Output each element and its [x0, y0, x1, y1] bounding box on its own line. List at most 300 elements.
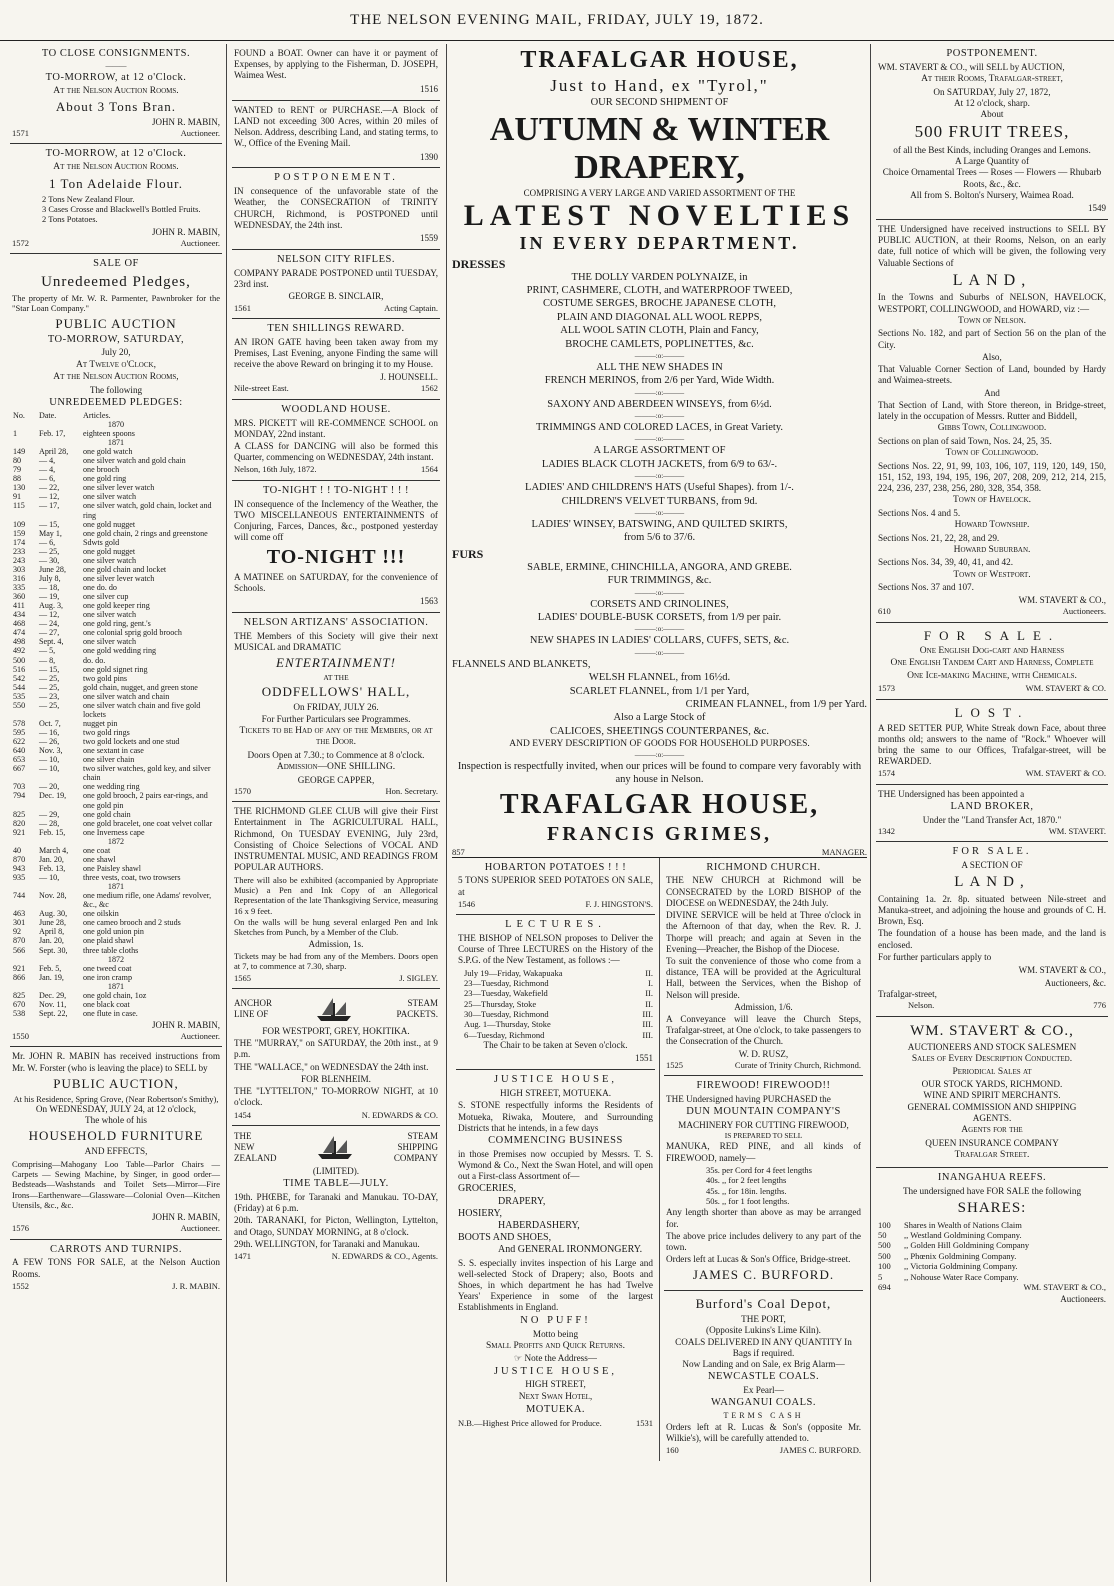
table-row: [12, 574, 220, 583]
pledge-date: Jan. 19,: [39, 972, 64, 982]
ad-role: MANAGER.: [821, 846, 867, 857]
list-item: [878, 1240, 1106, 1250]
drapery-headline: AUTUMN & WINTER DRAPERY,: [489, 110, 830, 186]
ad-body: IN consequence of the Inclemency of the Weather, the TWO MISCELLANEOUS ENTERTAINMENTS of Conjuring, Farces, Dances, &c., postponed yesterday will come off: [234, 498, 438, 543]
table-row: [12, 846, 220, 855]
table-row: [12, 837, 220, 846]
drapery-line: CALICOES, SHEETINGS COUNTERPANES, &c.: [550, 725, 769, 737]
pledge-article: one silver lever watch: [83, 573, 155, 583]
column-rule: [226, 44, 227, 1582]
table-row: [12, 791, 220, 809]
ad-heading: POSTPONEMENT.: [946, 48, 1038, 59]
table-row: [12, 547, 220, 556]
drapery-line: BROCHE CAMLETS, POPLINETTES, &c.: [565, 338, 754, 350]
pledges-table: [12, 411, 220, 1018]
pledge-article: one gold chain: [83, 809, 131, 819]
ad-number: 1471: [234, 1250, 251, 1261]
pledge-article: one gold ring, gent.'s: [83, 619, 151, 629]
ad-body: THE Undersigned having PURCHASED the: [666, 1094, 831, 1105]
table-row: [12, 955, 220, 964]
ad-when: On WEDNESDAY, JULY 24, at 12 o'clock,: [35, 1104, 197, 1115]
ad-when: TO-MORROW, at 12 o'Clock.: [45, 148, 187, 160]
ad-body: The foundation of a house has been made, and the land is enclosed.: [878, 928, 1106, 950]
ad-lectures: [456, 915, 655, 1070]
ad-title: HOUSEHOLD FURNITURE: [28, 1128, 204, 1144]
pledge-date: June 28,: [39, 918, 66, 928]
table-row: [12, 737, 220, 746]
pledge-article: one silver watch: [83, 637, 137, 647]
ad-hobarton: [456, 858, 655, 916]
col-header: No.: [13, 410, 25, 420]
pledge-number: 115: [13, 501, 25, 511]
ad-number: 1546: [458, 898, 475, 909]
column-rule: [446, 44, 447, 1582]
ad-tonight: [232, 481, 440, 613]
ad-public: PUBLIC AUCTION: [55, 315, 177, 331]
ad-heading: FIREWOOD! FIREWOOD!!: [696, 1080, 831, 1092]
steamship-icon: [315, 1132, 355, 1162]
ad-signer: JOHN R. MABIN,: [151, 1020, 220, 1031]
list-item: [464, 1030, 653, 1040]
ad-body: THE NEW CHURCH at Richmond will be CONSECRATED by the LORD BISHOP of the DIOCESE on WEDNESDAY, the 24th July.: [666, 875, 861, 908]
pledge-date: July 8,: [39, 573, 61, 583]
share-count: 50: [878, 1230, 887, 1241]
drapery-line: FRENCH MERINOS, from 2/6 per Yard, Wide Width.: [544, 375, 775, 387]
ad-role: Auctioneers.: [1062, 606, 1106, 617]
ad-item: 1 Ton Adelaide Flour.: [49, 175, 183, 191]
pledge-article: one gold union pin: [83, 927, 144, 937]
pledge-date: — 25,: [39, 546, 60, 556]
ad-body: THE Members of this Society will give their next MUSICAL and DRAMATIC: [234, 631, 438, 653]
share-company: ,, Phœnix Goldmining Company.: [904, 1250, 1017, 1261]
ad-section-land: [876, 842, 1108, 1016]
ad-body: WINE AND SPIRIT MERCHANTS.: [923, 1090, 1061, 1101]
pledge-date: — 15,: [39, 519, 60, 529]
pledge-number: 794: [13, 791, 26, 801]
ad-role: Auctioneer.: [180, 237, 220, 248]
ad-text: NEW: [234, 1141, 255, 1152]
pledge-number: 1: [13, 428, 18, 438]
ad-where: At his Residence, Spring Grove, (Near Robertson's Smithy),: [13, 1093, 219, 1104]
drapery-line: Also a Large Stock of: [613, 712, 706, 724]
ad-date: July 20,: [101, 347, 131, 358]
ad-body: MOTUEKA.: [525, 1404, 586, 1416]
pledge-date: Dec. 29,: [39, 990, 67, 1000]
list-item: [464, 988, 653, 998]
ad-heading: TO CLOSE CONSIGNMENTS.: [41, 48, 191, 59]
pledge-date: — 4,: [39, 465, 56, 475]
ad-body: Tickets to be Had of any of the Members, or at the Door.: [239, 725, 433, 748]
drapery-line: THE DOLLY VARDEN POLYNAIZE, in: [571, 271, 748, 283]
table-row: [12, 973, 220, 982]
ad-heading: RICHMOND CHURCH.: [706, 861, 821, 873]
drapery-line: CRIMEAN FLANNEL, from 1/9 per Yard.: [685, 698, 867, 710]
drapery-line: from 5/6 to 37/6.: [623, 532, 696, 544]
divider: ———:o:———: [634, 472, 685, 481]
pledge-number: 825: [13, 990, 26, 1000]
list-item: 45s. ,, for 18in. lengths.: [706, 1185, 787, 1196]
pledge-article: nugget pin: [83, 718, 118, 728]
ad-sailing: THE "WALLACE," on WEDNESDAY the 24th inst.: [234, 1061, 429, 1072]
lecture-number: I.: [648, 978, 653, 989]
pledge-number: 820: [13, 818, 26, 828]
ad-place: Nile-street East.: [234, 383, 289, 394]
ad-body: Orders left at Lucas & Son's Office, Bridge-street.: [666, 1254, 851, 1265]
ad-line: 2 Tons Potatoes.: [42, 214, 98, 225]
ad-sailing: 19th. PHŒBE, for Taranaki and Manukau. TO-DAY, (Friday) at 6 p.m.: [234, 1191, 438, 1214]
ad-where: At the Nelson Auction Rooms,: [53, 372, 179, 383]
ad-body: Any length shorter than above as may be arranged for.: [666, 1207, 861, 1229]
ad-time: At Twelve o'Clock,: [76, 359, 156, 370]
ad-anchor-line: [232, 989, 440, 1126]
table-row: [12, 447, 220, 456]
ad-text: COMPANY: [393, 1152, 438, 1163]
ad-heading: TO-NIGHT ! ! TO-NIGHT ! ! !: [262, 484, 410, 496]
ad-household-furniture: [10, 1047, 222, 1239]
table-row: [12, 592, 220, 601]
drapery-line: PRINT, CASHMERE, CLOTH, and WATERPROOF TWEED,: [526, 285, 793, 297]
pledge-date: — 4,: [39, 456, 56, 466]
ad-signer: WM. STAVERT & CO.,: [1018, 595, 1106, 606]
pledge-number: 825: [13, 809, 26, 819]
pledge-article: one silver watch: [83, 555, 137, 565]
ad-body: THE Undersigned has been appointed a: [878, 788, 1025, 799]
table-row: [12, 674, 220, 683]
pledge-date: — 28,: [39, 818, 60, 828]
pledge-number: 130: [13, 483, 26, 493]
ad-signer: WM. STAVERT & CO.: [1025, 768, 1106, 779]
ad-heading: NELSON ARTIZANS' ASSOCIATION.: [243, 617, 429, 629]
pledge-number: 303: [13, 564, 26, 574]
ad-text: ZEALAND: [234, 1152, 277, 1163]
pledge-date: March 4,: [39, 845, 69, 855]
pledge-number: 866: [13, 972, 26, 982]
pledge-article: one silver watch: [83, 492, 137, 502]
ad-nz-steam: [232, 1126, 440, 1266]
ad-sailing: 29th. WELLINGTON, for Taranaki and Manukau.: [234, 1238, 420, 1249]
ad-number: 1574: [878, 768, 895, 779]
drapery-line: NEW SHAPES IN LADIES' COLLARS, CUFFS, SETS, &c.: [529, 635, 790, 647]
ad-body: N.B.—Highest Price allowed for Produce.: [458, 1417, 602, 1428]
ad-stavert-co: [876, 1017, 1108, 1169]
ad-number: 1573: [878, 683, 895, 694]
divider: ———:o:———: [634, 351, 685, 360]
ad-route: FOR WESTPORT, GREY, HOKITIKA.: [262, 1026, 410, 1037]
pledge-number: 566: [13, 945, 26, 955]
ad-body: of all the Best Kinds, including Oranges and Lemons.: [893, 144, 1091, 155]
pledge-date: — 23,: [39, 691, 60, 701]
list-item: [464, 1019, 653, 1029]
ad-carrots-turnips: [10, 1240, 222, 1297]
ad-role: Curate of Trinity Church, Richmond.: [734, 1059, 861, 1070]
list-item: BOOTS AND SHOES,: [458, 1232, 552, 1244]
pledge-article: two gold pins: [83, 673, 128, 683]
list-item: 35s. per Cord for 4 feet lengths: [706, 1164, 812, 1175]
pledge-date: Oct. 7,: [39, 718, 61, 728]
ad-body: IN consequence of the unfavorable state of the Weather, the CONSECRATION of TRINITY CHURCH, Richmond, is POSTPONED until WEDNESDAY, the 24th inst.: [234, 186, 438, 230]
divider: ———:o:———: [634, 625, 685, 634]
pledge-number: 622: [13, 737, 26, 747]
pledge-article: one sextant in case: [83, 746, 144, 756]
ad-role: Auctioneer.: [180, 1223, 220, 1234]
pledge-date: Aug. 3,: [39, 601, 64, 611]
ad-signer: GEORGE B. SINCLAIR,: [288, 291, 384, 302]
ad-signer: J. SIGLEY.: [399, 972, 438, 983]
ad-whole: The whole of his: [84, 1115, 147, 1126]
ad-body: (Opposite Lukins's Lime Kiln).: [706, 1325, 821, 1336]
ad-body: FOUND a BOAT. Owner can have it or payment of Expenses, by applying to the Fisherman, D. JOSEPH, Waimea West.: [234, 48, 438, 81]
table-row: [12, 646, 220, 655]
pledge-date: — 15,: [39, 664, 60, 674]
pledge-number: 703: [13, 782, 26, 792]
ad-body: Agents for the: [961, 1125, 1023, 1136]
year-cell: 1872: [107, 836, 125, 846]
pledge-number: 301: [13, 918, 26, 928]
pledge-article: one gold chain, 2 rings and greenstone: [83, 528, 208, 538]
pledge-article: one gold bracelet, one coat velvet collar: [83, 818, 213, 828]
drapery-line: Inspection is respectfully invited, when our prices will be found to compare very favorably with any house in Nelson.: [457, 761, 862, 785]
ad-number: 857: [452, 846, 465, 857]
list-item: [878, 1251, 1106, 1261]
ad-signer: F. J. HINGSTON'S.: [585, 898, 653, 909]
ad-body: There will also be exhibited (accompanied by Appropriate Music) a Pen and Ink Copy of an Allegorical Representation of the late Thanksgiving Service, measuring 16 x 9 feet.: [234, 874, 438, 916]
ad-body: Motto being: [532, 1328, 579, 1339]
ad-title: Burford's Coal Depot,: [695, 1296, 832, 1312]
ad-body: THE PORT,: [741, 1314, 786, 1325]
ad-admission: Admission—ONE SHILLING.: [276, 762, 396, 773]
ad-heading: TIME TABLE—JULY.: [283, 1178, 389, 1190]
pledge-date: — 5,: [39, 646, 56, 656]
pledge-number: 921: [13, 963, 26, 973]
drapery-line: OUR SECOND SHIPMENT OF: [590, 97, 729, 109]
ad-body: S. STONE respectfully informs the Residents of Motueka, Riwaka, Moutere, and Surrounding Districts that he intends, in a few days: [458, 1100, 653, 1133]
pledge-article: one gold wedding ring: [83, 646, 157, 656]
pledge-article: two silver watches, gold key, and silver chain: [83, 764, 211, 783]
pledge-article: one silver watch and chain: [83, 691, 170, 701]
ad-heading: JUSTICE HOUSE,: [493, 1074, 618, 1086]
price-list: [666, 1165, 861, 1206]
lecture-date: Aug. 1—Thursday, Stoke: [464, 1019, 551, 1030]
ad-heading: DUN MOUNTAIN COMPANY'S: [686, 1106, 841, 1118]
ad-body: A SECTION OF: [961, 860, 1023, 871]
list-item: DRAPERY,: [498, 1195, 546, 1207]
table-row: [12, 819, 220, 828]
col-header: Date.: [39, 410, 57, 420]
ad-firewood: [664, 1076, 863, 1291]
divider: ———:o:———: [634, 751, 685, 760]
ad-signer: J. HOUNSELL.: [380, 372, 438, 383]
ad-body: Periodical Sales at: [952, 1066, 1032, 1077]
pledge-date: — 6,: [39, 537, 56, 547]
pledge-article: one coat: [83, 845, 111, 855]
pledge-number: 468: [13, 619, 26, 629]
drapery-line: SCARLET FLANNEL, from 1/1 per Yard,: [569, 685, 750, 697]
pledge-date: — 26,: [39, 737, 60, 747]
ad-heading: FOR SALE.: [952, 846, 1032, 858]
ad-body: AN IRON GATE having been taken away from my Premises, Last Evening, anyone Finding the same will receive the above Reward on bringing it to my House.: [234, 336, 438, 370]
table-row: [12, 719, 220, 728]
pledge-article: three table cloths: [83, 945, 139, 955]
ad-number: 1342: [878, 826, 895, 837]
pledge-article: one gold nugget: [83, 546, 136, 556]
ad-title: SHARES:: [957, 1200, 1027, 1217]
ad-title: LAND,: [954, 874, 1030, 891]
ad-body: IS PREPARED TO SELL: [724, 1131, 803, 1141]
pledge-article: one Paisley shawl: [83, 863, 141, 873]
pledge-date: Feb. 15,: [39, 827, 66, 837]
table-row: [12, 1000, 220, 1009]
pledge-article: one plaid shawl: [83, 936, 134, 946]
drapery-line: TRIMMINGS AND COLORED LACES, in Great Variety.: [535, 422, 784, 434]
ad-number: 1531: [636, 1417, 653, 1428]
ad-at: AT THE: [323, 673, 349, 683]
pledge-article: one black coat: [83, 999, 130, 1009]
table-row: [12, 828, 220, 837]
ad-town: Howard Township.: [954, 520, 1030, 531]
table-row: [12, 855, 220, 864]
ad-heading: WANGANUI COALS.: [711, 1397, 816, 1409]
ad-number: 1562: [421, 383, 438, 394]
ad-body: DIVINE SERVICE will be held at Three o'clock in the Afternoon of that day, when the Rev. R. J. Thorpe will preach; and again at Seven in the Evening—Preacher, the Bishop of the Diocese.: [666, 910, 861, 954]
ad-body: One English Dog-cart and Harness: [919, 645, 1065, 656]
ad-body: One English Tandem Cart and Harness, Complete: [890, 658, 1094, 669]
ad-town: Town of Collingwood.: [945, 448, 1039, 458]
ad-for-sale: [876, 623, 1108, 700]
ad-text: STEAM: [407, 1130, 438, 1141]
ad-richmond-church: [664, 858, 863, 1077]
table-row: [12, 429, 220, 438]
ad-body: Sections Nos. 34, 39, 40, 41, and 42.: [878, 557, 1013, 568]
ad-number: 1564: [421, 464, 438, 475]
ad-where: At the Nelson Auction Rooms.: [53, 85, 179, 96]
table-row: [12, 927, 220, 936]
column-1: [10, 44, 222, 1582]
ad-number: 1454: [234, 1109, 251, 1120]
col-header: Articles.: [83, 410, 111, 420]
list-item: And GENERAL IRONMONGERY.: [498, 1244, 643, 1256]
pledge-date: — 8,: [39, 655, 56, 665]
drapery-line: LADIES' AND CHILDREN'S HATS (Useful Shapes). from 1/-.: [525, 482, 794, 494]
ad-body: And: [984, 387, 1000, 398]
ad-body: A CLASS for DANCING will also be formed this Quarter, commencing on WEDNESDAY, 24th instant.: [234, 440, 438, 463]
ad-text: THE: [234, 1130, 252, 1141]
pledge-number: 670: [13, 999, 26, 1009]
pledge-number: 538: [13, 1008, 26, 1018]
pledge-date: — 25,: [39, 700, 60, 710]
drapery-line: A LARGE ASSORTMENT OF: [593, 445, 726, 457]
pledge-number: 159: [13, 528, 26, 538]
drapery-line: WELSH FLANNEL, from 16½d.: [588, 672, 731, 684]
drapery-sub: Just to Hand, ex "Tyrol,": [550, 76, 769, 96]
divider: ———:o:———: [634, 412, 685, 421]
ad-adelaide-flour: [10, 144, 222, 254]
ad-role: Auctioneer.: [180, 1031, 220, 1042]
lecture-date: 6—Tuesday, Richmond: [464, 1029, 545, 1040]
ad-signer: JOHN R. MABIN,: [151, 117, 220, 128]
list-item: [878, 1220, 1106, 1230]
ad-number: 610: [878, 606, 891, 617]
ad-body: Trafalgar Street.: [954, 1149, 1030, 1160]
ad-number: 1550: [12, 1031, 29, 1042]
pledge-date: — 10,: [39, 755, 60, 765]
pledge-date: April 28,: [39, 447, 69, 457]
column-3-lower: [452, 857, 867, 1461]
ad-body: All from S. Bolton's Nursery, Waimea Road.: [910, 189, 1074, 200]
list-item: HOSIERY,: [458, 1207, 502, 1219]
ad-trafalgar-house: [452, 46, 867, 857]
ad-route: FOR BLENHEIM.: [301, 1073, 371, 1084]
pledge-article: one Inverness cape: [83, 827, 145, 837]
pledge-date: Nov. 3,: [39, 746, 63, 756]
ad-body: in those Premises now occupied by Messrs. T. S. Wymond & Co., Next the Swan Hotel, and will open out a First-class Assortment of—: [458, 1148, 653, 1182]
table-row: [12, 583, 220, 592]
pledge-date: — 6,: [39, 474, 56, 484]
ad-body: The above price includes delivery to any part of the town.: [666, 1230, 861, 1252]
ad-role: Hon. Secretary.: [385, 785, 438, 796]
pledge-date: Sept. 4,: [39, 637, 64, 647]
ad-woodland-house: [232, 400, 440, 481]
ad-town: Town of Nelson.: [957, 315, 1026, 326]
ad-signer: WM. STAVERT & CO.,: [1018, 965, 1106, 976]
ad-text: SHIPPING: [397, 1141, 438, 1152]
drapery-line: FLANNELS AND BLANKETS,: [452, 658, 591, 670]
ad-heading: LECTURES.: [505, 919, 606, 931]
ad-body: About: [980, 109, 1004, 120]
ad-body: The undersigned have FOR SALE the following: [902, 1186, 1082, 1197]
ad-unredeemed-pledges: [10, 254, 222, 1047]
list-item: 40s. ,, for 2 feet lengths: [706, 1175, 787, 1186]
drapery-line: AND EVERY DESCRIPTION OF GOODS FOR HOUSEHOLD PURPOSES.: [509, 739, 810, 750]
ad-role: Auctioneers.: [1060, 1294, 1106, 1305]
pledge-date: — 29,: [39, 809, 60, 819]
lecture-number: II.: [645, 998, 653, 1009]
ad-when: On SATURDAY, July 27, 1872,: [933, 86, 1051, 97]
ad-body: COMPANY PARADE POSTPONED until TUESDAY, 23rd inst.: [234, 267, 438, 290]
lecture-list: [458, 968, 653, 1041]
ad-body: THE RICHMOND GLEE CLUB will give their First Entertainment in The AGRICULTURAL HALL, Richmond, On TUESDAY EVENING, July 23rd, Consisting of Choice Selections of VOCAL AND INSTRUMENTAL MUSIC, AND READINGS FROM POPULAR AUTHORS.: [234, 806, 438, 873]
ad-body: WM. STAVERT & CO., will SELL by AUCTION,: [878, 61, 1065, 72]
ad-body: Note the Address—: [524, 1353, 597, 1364]
pledge-number: 109: [13, 519, 26, 529]
ad-body: THE BISHOP of NELSON proposes to Deliver the Course of Three LECTURES on the History of the S.P.G. of the New Testament, as follows :—: [458, 933, 653, 966]
ad-role: Auctioneers, &c.: [1044, 977, 1106, 988]
column-3: [452, 44, 867, 1582]
ad-signer: W. D. RUSZ,: [738, 1048, 789, 1059]
ad-heading: WOODLAND HOUSE.: [281, 403, 391, 415]
ad-lost: [876, 700, 1108, 785]
ad-heading: NELSON CITY RIFLES.: [277, 254, 395, 266]
ad-title: Unredeemed Pledges,: [41, 273, 191, 290]
ad-body: AUCTIONEERS AND STOCK SALESMEN: [907, 1041, 1077, 1052]
ad-body: That Section of Land, with Store thereon, in Bridge-street, lately in the occupation of Messrs. Rutter and Biddell,: [878, 399, 1106, 421]
lecture-number: II.: [645, 988, 653, 999]
table-row: [12, 728, 220, 737]
pledge-article: one medium rifle, one Adams' revolver, &c., &c: [83, 891, 212, 910]
pledge-number: 535: [13, 691, 26, 701]
lecture-date: 30—Tuesday, Richmond: [464, 1009, 549, 1020]
ad-place: Trafalgar-street,: [878, 988, 937, 999]
pledge-number: 243: [13, 555, 26, 565]
year-cell: 1871: [107, 981, 125, 991]
column-3-left: [452, 858, 660, 1461]
ad-coal-depot: [664, 1291, 863, 1460]
drapery-line: LADIES BLACK CLOTH JACKETS, from 6/9 to 63/-.: [541, 458, 778, 470]
ad-heading: NEWCASTLE COALS.: [707, 1371, 820, 1383]
ad-and: AND EFFECTS,: [84, 1146, 148, 1157]
ad-heading: LOST.: [954, 704, 1030, 720]
share-count: 100: [878, 1261, 891, 1272]
ad-town: Howard Suburban.: [953, 544, 1031, 555]
